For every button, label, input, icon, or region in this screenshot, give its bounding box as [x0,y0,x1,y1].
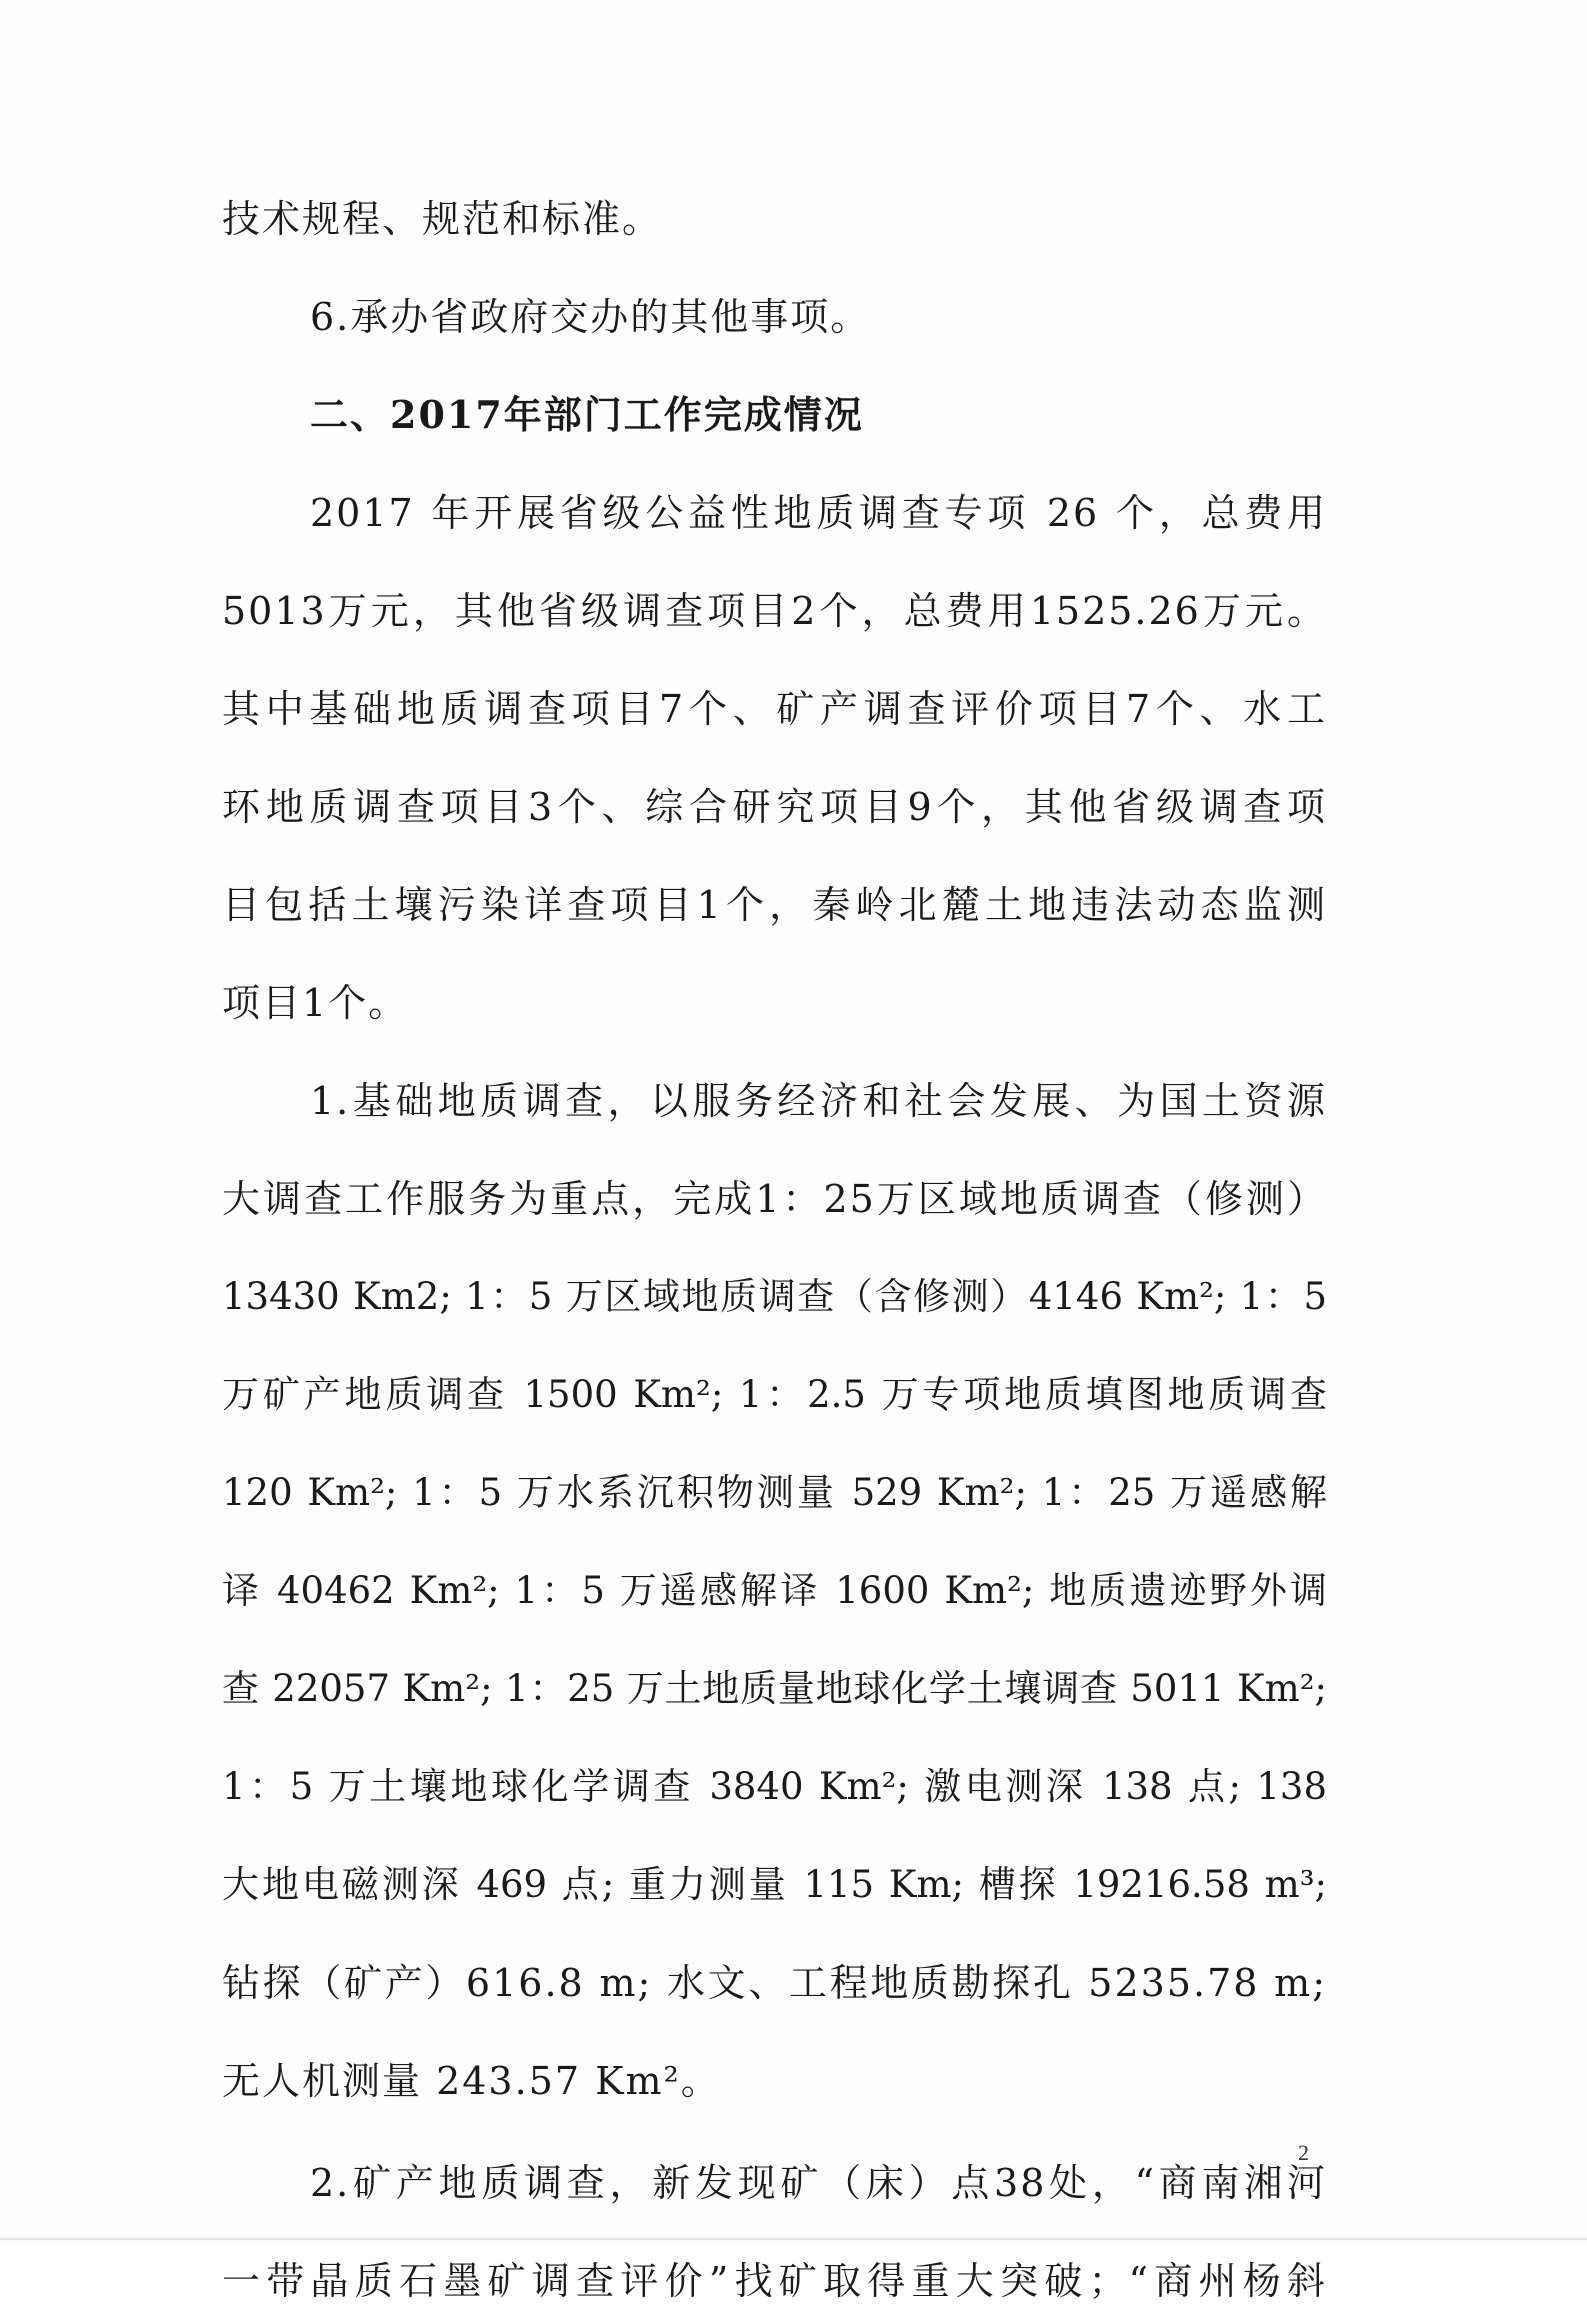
body-line: 技术规程、规范和标准。 [222,197,663,241]
body-line: 2017 年开展省级公益性地质调查专项 26 个，总费用 [310,491,1327,535]
body-line: 13430 Km2; 1：5 万区域地质调查（含修测）4146 Km²; 1：5 [222,1275,1327,1318]
body-line: 译 40462 Km²; 1：5 万遥感解译 1600 Km²; 地质遗迹野外调 [222,1569,1327,1612]
body-line: 无人机测量 243.57 Km²。 [222,2059,721,2103]
body-line: 1：5 万土壤地球化学调查 3840 Km²; 激电测深 138 点; 138 [222,1765,1327,1808]
body-line: 5013万元，其他省级调查项目2个，总费用1525.26万元。 [222,589,1327,633]
body-line: 一带晶质石墨矿调查评价”找矿取得重大突破；“商州杨斜 [222,2259,1327,2303]
section-heading: 二、2017年部门工作完成情况 [310,392,864,437]
body-line: 项目1个。 [222,981,409,1025]
body-line: 环地质调查项目3个、综合研究项目9个，其他省级调查项 [222,785,1327,829]
body-line: 大地电磁测深 469 点; 重力测量 115 Km; 槽探 19216.58 m³; [222,1863,1327,1906]
body-line: 钻探（矿产）616.8 m; 水文、工程地质勘探孔 5235.78 m; [222,1961,1327,2005]
page-bottom-edge [0,2238,1587,2240]
body-line: 万矿产地质调查 1500 Km²; 1：2.5 万专项地质填图地质调查 [222,1373,1327,1416]
body-line: 查 22057 Km²; 1：25 万土地质量地球化学土壤调查 5011 Km²; [222,1667,1327,1710]
body-line: 目包括土壤污染详查项目1个，秦岭北麓土地违法动态监测 [222,883,1327,927]
list-item-line: 6.承办省政府交办的其他事项。 [310,295,871,339]
body-line: 2.矿产地质调查，新发现矿（床）点38处，“商南湘河 [310,2161,1327,2205]
page-number: 2 [1298,2140,1309,2165]
body-line: 120 Km²; 1：5 万水系沉积物测量 529 Km²; 1：25 万遥感解 [222,1471,1327,1514]
body-line: 大调查工作服务为重点，完成1：25万区域地质调查（修测） [222,1177,1327,1221]
body-line: 1.基础地质调查，以服务经济和社会发展、为国土资源 [310,1079,1327,1123]
body-line: 其中基础地质调查项目7个、矿产调查评价项目7个、水工 [222,687,1327,731]
